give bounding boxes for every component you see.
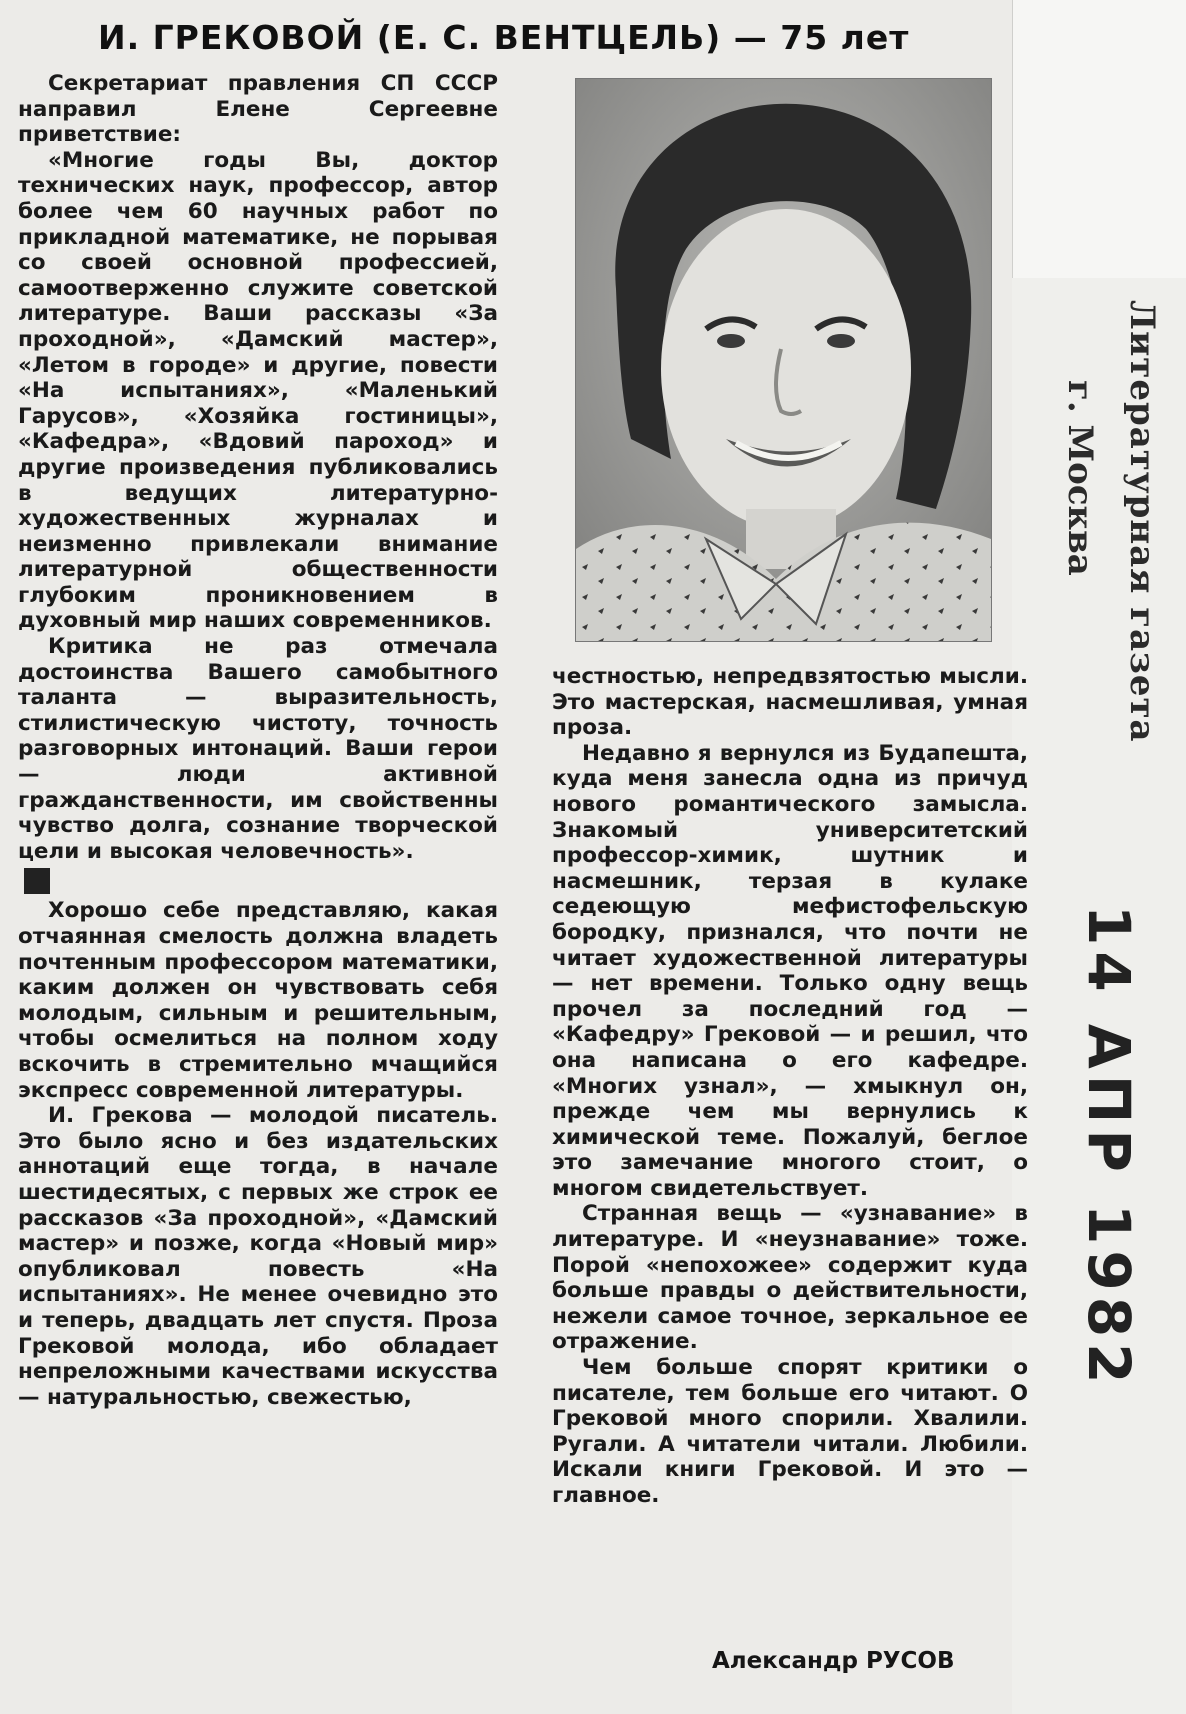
section-divider-square <box>24 868 50 894</box>
paragraph-honesty: честностью, непредвзятостью мысли. Это мастерская, насмешливая, умная проза. <box>552 664 1028 741</box>
stamp-newspaper-name: Литературная газета <box>1122 300 1162 743</box>
left-column <box>18 71 498 1410</box>
paragraph-critics-argue: Чем больше спорят критики о писателе, тем больше его читают. О Грековой много спорили. Хвалили. Ругали. А читатели читали. Любили. Искали книги Грековой. И это — главное. <box>552 1355 1028 1508</box>
stamp-city: г. Москва <box>1060 380 1100 576</box>
paper-edge-notch <box>1012 0 1186 279</box>
paragraph-budapest: Недавно я вернулся из Будапешта, куда меня занесла одна из причуд нового романтического замысла. Знакомый университетский профессор-химик, шутник и насмешник, терзая в кулаке седеющую мефистофельскую бородку, признался, что почти не читает художественной литературы — нет времени. Только одну вещь прочел за последний год — «Кафедру» Грековой — и решил, что она написана о его кафедре. «Многих узнал», — хмыкнул он, прежде чем мы вернулись к химической теме. Пожалуй, беглое это замечание многого стоит, о многом свидетельствует. <box>552 740 1028 1201</box>
right-column <box>552 664 1028 1509</box>
paragraph-young-writer: И. Грекова — молодой писатель. Это было ясно и без издательских аннотаций еще тогда, в начале шестидесятых, с первых же строк ее рассказов «За проходной», «Дамский мастер» и позже, когда «Новый мир» опубликовал повесть «На испытаниях». Не менее очевидно это и теперь, двадцать лет спустя. Проза Грековой молода, ибо обладает непреложными качествами искусства — натуральностью, свежестью, <box>18 1103 498 1410</box>
paragraph-recognition: Странная вещь — «узнавание» в литературе. И «неузнавание» тоже. Порой «непохожее» содержит куда больше правды о действительности, нежели самое точное, зеркальное ее отражение. <box>552 1201 1028 1355</box>
paragraph-criticism: Критика не раз отмечала достоинства Вашего самобытного таланта — выразительность, стилистическую чистоту, точность разговорных интонаций. Ваши герои — люди активной гражданственности, им свойственны чувство долга, сознание творческой цели и высокая человечность». <box>18 634 498 864</box>
paragraph-greeting: «Многие годы Вы, доктор технических наук, профессор, автор более чем 60 научных работ по прикладной математике, не порывая со своей основной профессией, самоотверженно служите советской литературе. Ваши рассказы «За проходной», «Дамский мастер», «Летом в городе» и другие, повести «На испытаниях», «Маленький Гарусов», «Хозяйка гостиницы», «Кафедра», «Вдовий пароход» и другие произведения публиковались в ведущих литературно-художественных журналах и неизменно привлекали внимание литературной общественности глубоким проникновением в духовный мир наших современников. <box>18 147 498 634</box>
portrait-illustration <box>576 79 991 641</box>
article-headline: И. ГРЕКОВОЙ (Е. С. ВЕНТЦЕЛЬ) — 75 лет <box>98 18 910 57</box>
paragraph-intro: Секретариат правления СП СССР направил Елене Сергеевне приветствие: <box>18 71 498 148</box>
stamp-date: 14 АПР 1982 <box>1075 905 1143 1390</box>
author-portrait-photo <box>575 78 992 642</box>
paragraph-imagine: Хорошо себе представляю, какая отчаянная смелость должна владеть почтенным профессором математики, каким должен он чувствовать себя молодым, сильным и решительным, чтобы осмелиться на полном ходу вскочить в стремительно мчащийся экспресс современной литературы. <box>18 898 498 1103</box>
article-signature: Александр РУСОВ <box>712 1648 955 1674</box>
